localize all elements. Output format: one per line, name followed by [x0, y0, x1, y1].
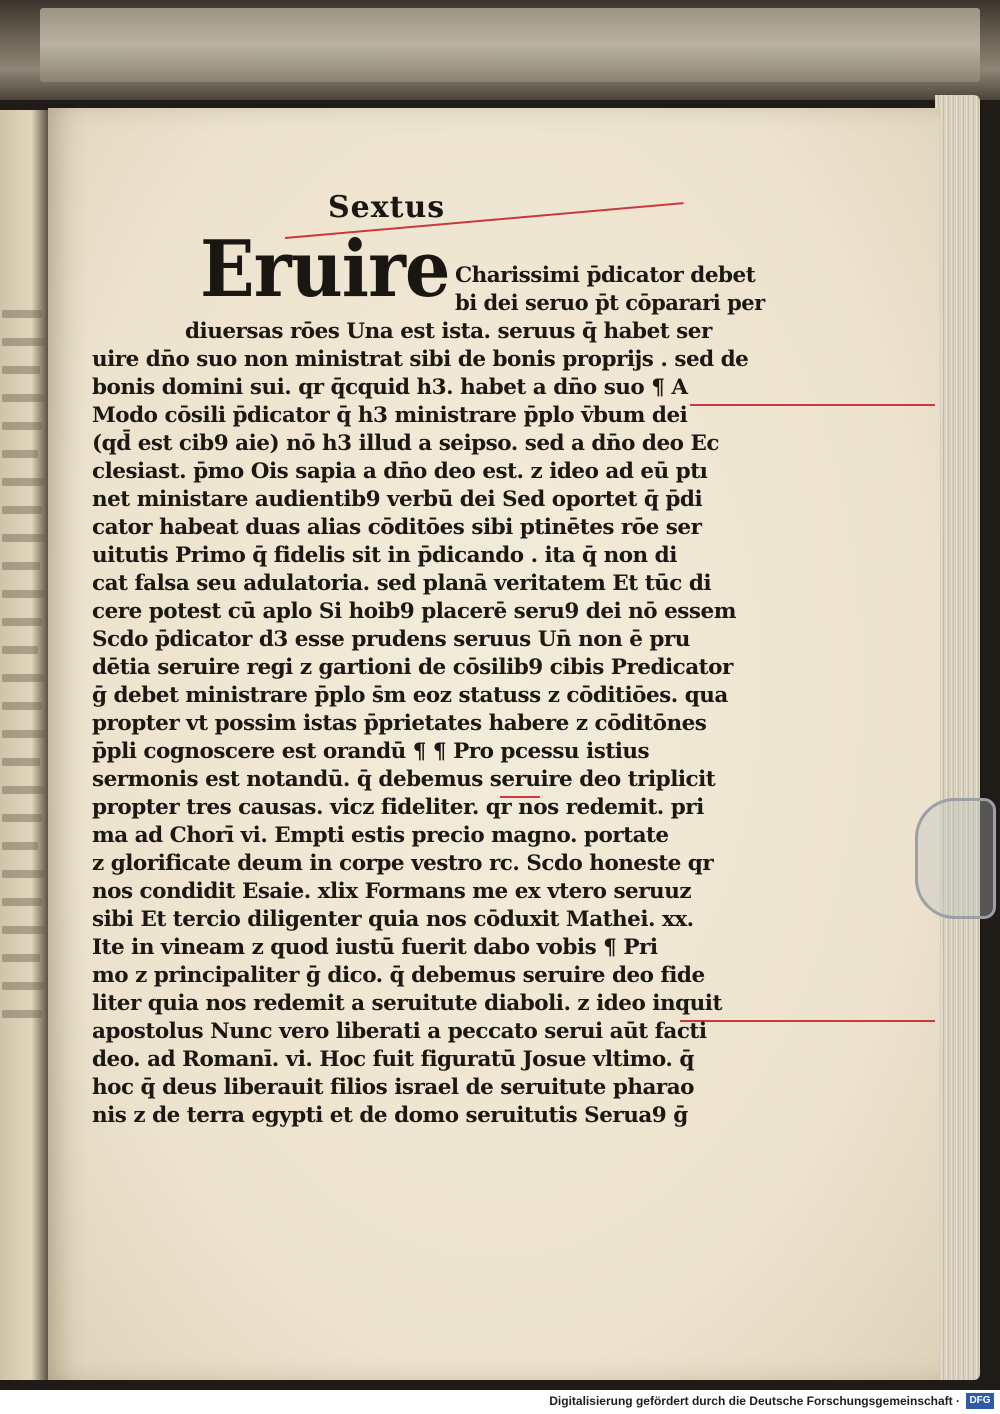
running-head: Sextus [328, 190, 446, 225]
text-line: nis z de terra egypti et de domo seruitutis Serua9 ḡ [92, 1103, 688, 1128]
page-clip [915, 798, 996, 919]
text-line: Modo cōsili p̄dicator q̄ h3 ministrare p̄plo v̄bum dei [92, 403, 688, 428]
text-line: (qd̄ est cib9 aie) nō h3 illud a seipso. sed a dn̄o deo Ec [92, 431, 719, 456]
initial-word: Eruire [200, 224, 450, 315]
text-line: Scdo p̄dicator d3 esse prudens seruus Un̄ non ē pru [92, 627, 690, 652]
text-line: cat falsa seu adulatoria. sed planā veritatem Et tūc di [92, 571, 712, 596]
text-line: uire dn̄o suo non ministrat sibi de bonis proprijs . sed de [92, 347, 749, 372]
text-line: nos condidit Esaie. xlix Formans me ex vtero seruuz [92, 879, 692, 904]
rubric-stroke [680, 1020, 935, 1022]
book-cover-board [40, 8, 980, 82]
text-line: z glorificate deum in corpe vestro rc. Scdo honeste qr [92, 851, 714, 876]
text-line: sermonis est notandū. q̄ debemus seruire deo triplicit [92, 767, 716, 792]
rubric-stroke [690, 404, 935, 406]
text-line: uitutis Primo q̄ fidelis sit in p̄dicando . ita q̄ non di [92, 543, 677, 568]
facing-page [0, 110, 52, 1380]
text-line: cator habeat duas alias cōditōes sibi ptinētes rōe ser [92, 515, 702, 540]
text-line: mo z principaliter ḡ dico. q̄ debemus seruire deo fide [92, 963, 705, 988]
text-line: diuersas rōes Una est ista. seruus q̄ habet ser [185, 319, 712, 344]
text-line: deo. ad Romanī. vi. Hoc fuit figuratū Josue vltimo. q̄ [92, 1047, 694, 1072]
text-line: cere potest cū aplo Si hoib9 placerē seru9 dei nō essem [92, 599, 736, 624]
text-line: bi dei seruo p̄t cōparari per [455, 291, 765, 316]
text-line: Ite in vineam z quod iustū fuerit dabo vobis ¶ Pri [92, 935, 658, 960]
text-line: Charissimi p̄dicator debet [455, 263, 756, 288]
footer [0, 1390, 1000, 1414]
text-line: ma ad Chorī̄ vi. Empti estis precio magno. portate [92, 823, 669, 848]
text-line: liter quia nos redemit a seruitute diaboli. z ideo inquit [92, 991, 722, 1016]
text-line: propter tres causas. vicz fideliter. qr nos redemit. pri [92, 795, 704, 820]
text-line: propter vt possim istas p̄prietates habere z cōditōnes [92, 711, 707, 736]
page-block-edge [935, 95, 980, 1380]
text-line: sibi Et tercio diligenter quia nos cōduxit Mathei. xx. [92, 907, 694, 932]
text-line: apostolus Nunc vero liberati a peccato serui aūt facti [92, 1019, 707, 1044]
text-line: net ministare audientib9 verbū dei Sed oportet q̄ p̄di [92, 487, 703, 512]
text-line: hoc q̄ deus liberauit filios israel de seruitute pharao [92, 1075, 695, 1100]
text-line: bonis domini sui. qr q̄cquid h3. habet a dn̄o suo ¶ A [92, 375, 688, 400]
text-line: clesiast. p̄mo Ois sapia a dn̄o deo est. z ideo ad eū ptı [92, 459, 708, 484]
text-line: dētia seruire regi z gartioni de cōsilib9 cibis Predicator [92, 655, 733, 680]
dfg-logo: DFG [966, 1393, 994, 1409]
text-line: p̄pli cognoscere est orandū ¶ ¶ Pro pcessu istius [92, 739, 650, 764]
footer-credit: Digitalisierung gefördert durch die Deutsche Forschungsgemeinschaft · [549, 1394, 960, 1408]
text-line: ḡ debet ministrare p̄plo s̄m eoz statuss z cōditiōes. qua [92, 683, 728, 708]
